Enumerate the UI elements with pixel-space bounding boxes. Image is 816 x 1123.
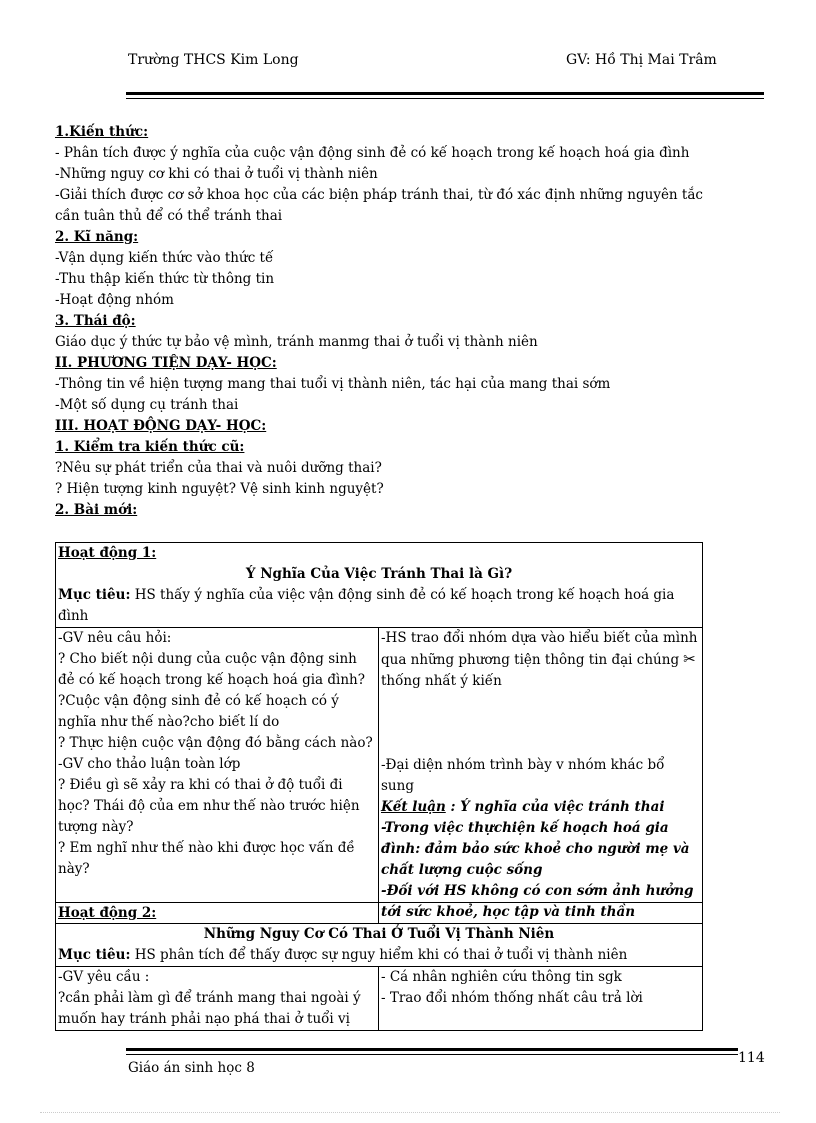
text-line: ? Điều gì sẽ xảy ra khi có thai ở độ tuổi đi học? Thái độ của em như thế nào trước hiện tượng này? — [58, 777, 360, 835]
section-heading: 3. Thái độ: — [55, 313, 136, 329]
text-line: ?Cuộc vận động sinh đẻ có kế hoạch có ý nghĩa như thế nào?cho biết lí do — [58, 693, 339, 730]
text-line: -GV nêu câu hỏi: — [58, 630, 172, 646]
text-line: -Hoạt động nhóm — [55, 292, 174, 308]
text-line: -Những nguy cơ khi có thai ở tuổi vị thành niên — [55, 166, 378, 182]
text-line: -Vận dụng kiến thức vào thức tế — [55, 250, 274, 266]
scissors-icon: ✂ — [683, 650, 696, 668]
goal-label: Mục tiêu: — [58, 947, 131, 963]
text-line: ? Hiện tượng kinh nguyệt? Vệ sinh kinh nguyệt? — [55, 481, 384, 497]
activity-2-student-cell — [379, 967, 703, 1031]
section-heading: III. HOẠT ĐỘNG DẠY- HỌC: — [55, 418, 267, 434]
lesson-objectives — [55, 122, 705, 521]
text-line: - Cá nhân nghiên cứu thông tin sgk — [381, 969, 622, 985]
activity-2-label: Hoạt động 2: — [58, 905, 157, 921]
footer-rule-thin — [126, 1054, 738, 1055]
goal-text: HS phân tích để thấy được sự nguy hiểm khi có thai ở tuổi vị thành niên — [130, 947, 628, 963]
text-line: Giáo dục ý thức tự bảo vệ mình, tránh manmg thai ở tuổi vị thành niên — [55, 334, 538, 350]
text-line: -Đại diện nhóm trình bày v nhóm khác bổ sung — [381, 757, 665, 794]
activity-2-teacher-cell — [56, 967, 379, 1031]
activity-1-header — [56, 543, 703, 628]
conclusion-line: -Đối với HS không có con sớm ảnh hưởng tới sức khoẻ, học tập và tinh thần — [381, 883, 694, 920]
text-line: ? Thực hiện cuộc vận động đó bằng cách nào? — [58, 735, 373, 751]
section-heading: 2. Bài mới: — [55, 502, 138, 518]
footer-book-title: Giáo án sinh học 8 — [128, 1060, 255, 1076]
text-line: ? Em nghĩ như thế nào khi được học vấn đề này? — [58, 840, 355, 877]
activity-2-goal — [58, 945, 700, 966]
page-number: 114 — [738, 1050, 765, 1066]
activity-1-title: Ý Nghĩa Của Việc Tránh Thai là Gì? — [245, 566, 513, 582]
activity-2-table — [55, 902, 703, 1031]
text-line: ? Cho biết nội dung của cuộc vận động sinh đẻ có kế hoạch trong kế hoạch hoá gia đình? — [58, 651, 365, 688]
header-rule-thin — [126, 98, 764, 99]
text-line: -Thu thập kiến thức từ thông tin — [55, 271, 275, 287]
activity-1-teacher-cell — [56, 628, 379, 924]
conclusion-line: -Trong việc thựchiện kế hoạch hoá gia đình: đảm bảo sức khoẻ cho người mẹ và chất lượng cuộc sống — [381, 820, 690, 878]
text-line: -GV cho thảo luận toàn lớp — [58, 756, 241, 772]
activity-1-goal — [58, 585, 700, 627]
header-teacher: GV: Hồ Thị Mai Trâm — [566, 52, 717, 68]
text-line: -Giải thích được cơ sở khoa học của các biện pháp tránh thai, từ đó xác định những nguyên tắc cần tuân thủ để có thể tránh thai — [55, 187, 703, 224]
conclusion-heading: Kết luận : Ý nghĩa của việc tránh thai — [381, 799, 665, 815]
text-line: ?cần phải làm gì để tránh mang thai ngoài ý muốn hay tránh phải nạo phá thai ở tuổi vị — [58, 990, 361, 1027]
activity-2-header — [56, 903, 703, 967]
goal-label: Mục tiêu: — [58, 587, 131, 603]
footer-rule-thick — [126, 1048, 738, 1051]
text-line: -Thông tin về hiện tượng mang thai tuổi vị thành niên, tác hại của mang thai sớm — [55, 376, 611, 392]
header-rule-thick — [126, 92, 764, 95]
section-heading: II. PHƯƠNG TIỆN DẠY- HỌC: — [55, 355, 277, 371]
text-line: - Trao đổi nhóm thống nhất câu trả lời — [381, 990, 643, 1006]
activity-1-label: Hoạt động 1: — [58, 545, 157, 561]
text-line: -Một số dụng cụ tránh thai — [55, 397, 239, 413]
activity-1-table — [55, 542, 703, 924]
text-line: thống nhất ý kiến — [381, 673, 502, 689]
section-heading: 2. Kĩ năng: — [55, 229, 139, 245]
header-school: Trường THCS Kim Long — [128, 52, 299, 68]
section-heading: 1.Kiến thức: — [55, 124, 149, 140]
activity-1-student-cell — [379, 628, 703, 924]
text-line: ?Nêu sự phát triển của thai và nuôi dưỡng thai? — [55, 460, 382, 476]
text-line: - Phân tích được ý nghĩa của cuộc vận động sinh đẻ có kế hoạch trong kế hoạch hoá gia đình — [55, 145, 690, 161]
activity-2-title: Những Nguy Cơ Có Thai Ở Tuổi Vị Thành Niên — [203, 926, 555, 942]
page-edge — [40, 1112, 780, 1113]
section-heading: 1. Kiểm tra kiến thức cũ: — [55, 439, 245, 455]
text-line: -HS trao đổi nhóm dựa vào hiểu biết của mình qua những phương tiện thông tin đại chúng ✂ — [381, 630, 698, 668]
goal-text: HS thấy ý nghĩa của việc vận động sinh đẻ có kế hoạch trong kế hoạch hoá gia đình — [58, 587, 675, 624]
text-line: -GV yêu cầu : — [58, 969, 150, 985]
